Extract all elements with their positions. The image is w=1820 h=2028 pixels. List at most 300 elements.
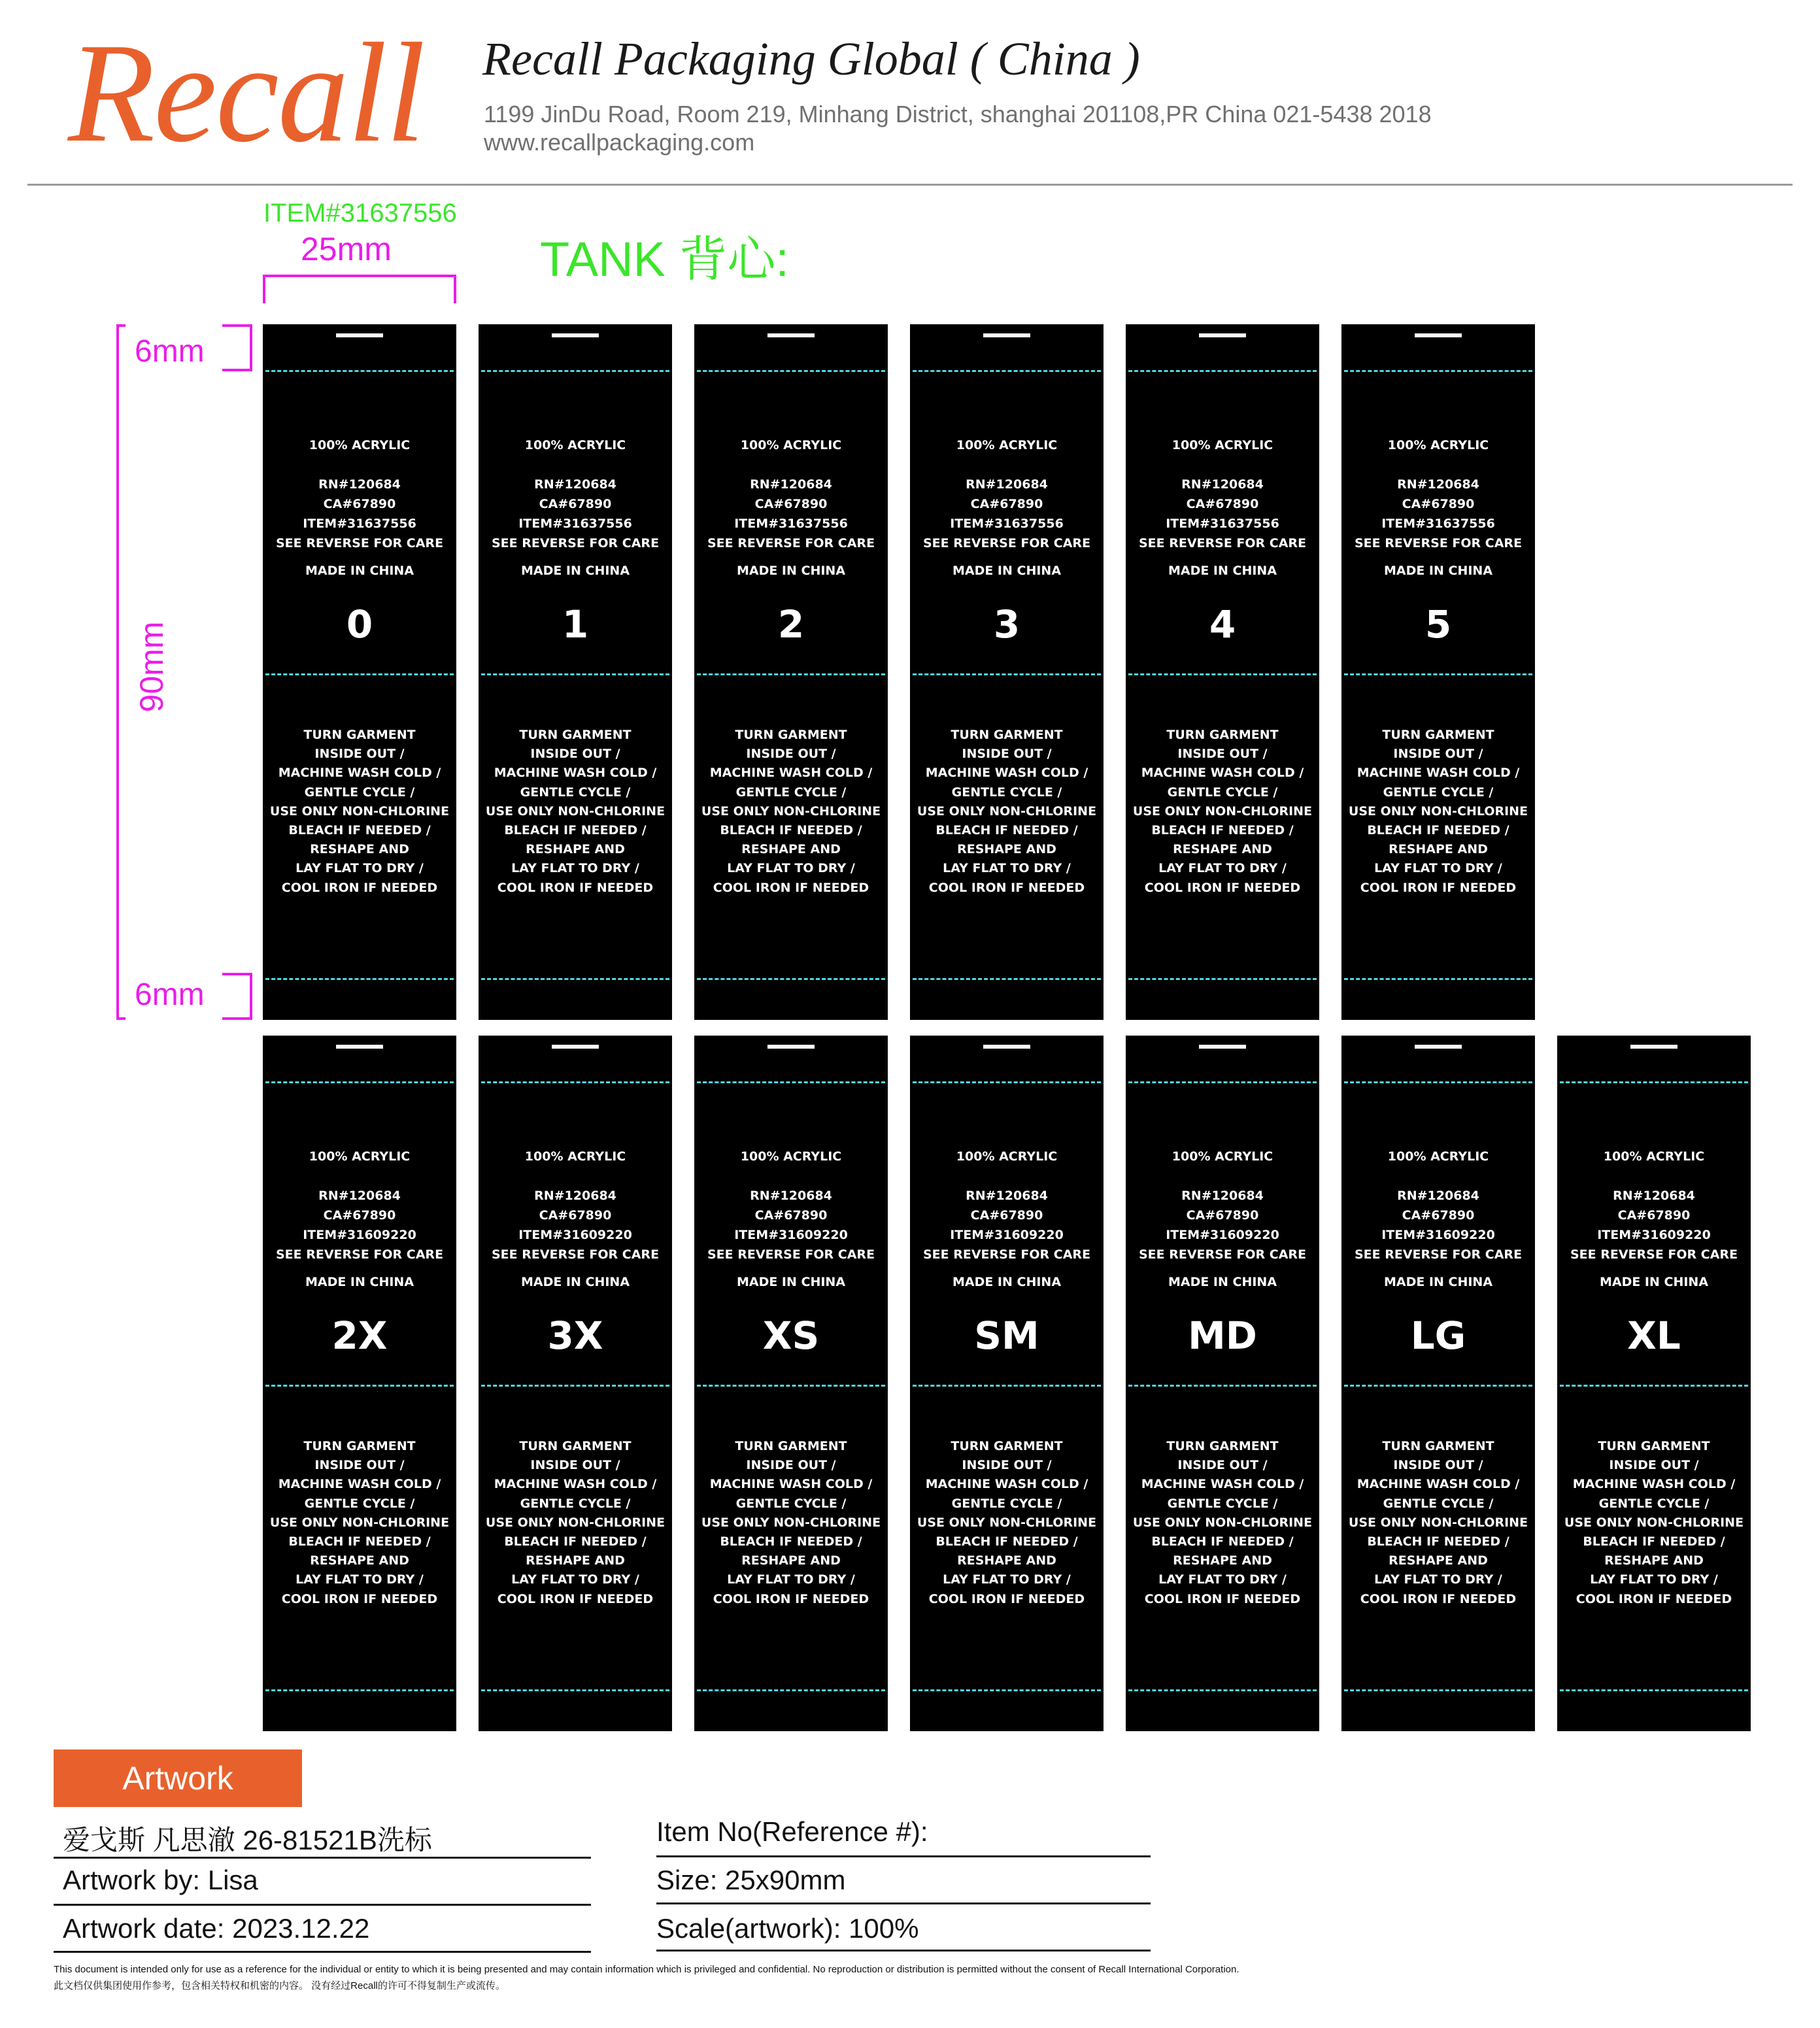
bottom-margin-bracket [222,973,252,1020]
care-line: COOL IRON IF NEEDED [1144,880,1301,895]
care-line: USE ONLY NON-CHLORINE [701,1515,881,1530]
fold-line [1560,1385,1748,1387]
fold-line [913,978,1101,980]
care-line: LAY FLAT TO DRY / [943,1572,1071,1587]
fiber-content: 100% ACRYLIC [309,1149,411,1164]
country-of-origin: MADE IN CHINA [1599,1275,1709,1289]
footer-rule [656,1902,1151,1904]
care-line: TURN GARMENT [1598,1439,1710,1453]
artwork-badge: Artwork [54,1749,302,1807]
fold-line [1128,978,1317,980]
item-number: ITEM#31609220 [950,1228,1064,1242]
size-mark: 1 [562,602,589,647]
care-label [910,324,1104,1020]
fiber-content: 100% ACRYLIC [740,438,842,452]
identification-block [910,1186,1104,1264]
fold-line [913,1689,1101,1691]
fold-line [481,1385,669,1387]
fold-line [1344,1689,1532,1691]
country-of-origin: MADE IN CHINA [520,1275,630,1289]
see-reverse: SEE REVERSE FOR CARE [1354,536,1523,550]
size-mark: XL [1627,1313,1681,1358]
item-number: ITEM#31609220 [518,1228,632,1242]
care-line: RESHAPE AND [1389,842,1488,857]
identification-block [1341,475,1535,553]
item-number: ITEM#31637556 [1381,516,1495,531]
care-line: LAY FLAT TO DRY / [1374,1572,1502,1587]
care-instructions [479,1437,672,1609]
item-number: ITEM#31609220 [1597,1228,1711,1242]
care-line: GENTLE CYCLE / [1383,785,1494,800]
fold-line [913,1081,1101,1083]
care-instructions [263,726,456,898]
care-line: LAY FLAT TO DRY / [943,861,1071,876]
see-reverse: SEE REVERSE FOR CARE [922,536,1091,550]
fold-line [1344,978,1532,980]
size-mark: 2X [331,1313,388,1358]
care-line: RESHAPE AND [1604,1553,1704,1568]
fold-line [1560,1081,1748,1083]
care-line: MACHINE WASH COLD / [1572,1477,1736,1492]
care-label [1557,1036,1751,1731]
fold-line [697,1385,885,1387]
care-instructions [1557,1437,1751,1609]
fold-line [1344,673,1532,675]
ca-number: CA#67890 [754,1208,828,1223]
ca-number: CA#67890 [970,497,1043,511]
care-line: USE ONLY NON-CHLORINE [1348,1515,1528,1530]
size-mark: 2 [777,602,805,647]
care-line: GENTLE CYCLE / [951,1496,1062,1511]
see-reverse: SEE REVERSE FOR CARE [491,536,660,550]
care-line: COOL IRON IF NEEDED [713,1591,869,1606]
care-label [479,324,672,1020]
hang-hole [767,1045,815,1049]
care-label [910,1036,1104,1731]
rn-number: RN#120684 [1181,1189,1264,1203]
care-instructions [694,1437,888,1609]
care-line: USE ONLY NON-CHLORINE [485,1515,666,1530]
artwork-date: Artwork date: 2023.12.22 [63,1913,370,1944]
care-line: MACHINE WASH COLD / [1357,1477,1520,1492]
fold-line [265,1385,454,1387]
care-line: RESHAPE AND [1173,1553,1272,1568]
width-dimension: 25mm [301,231,392,267]
care-line: TURN GARMENT [519,728,632,742]
size-mark: 0 [346,602,373,647]
care-instructions [1341,726,1535,898]
size-mark: 3 [993,602,1020,647]
size-mark: XS [762,1313,820,1358]
care-line: INSIDE OUT / [314,1458,405,1473]
product-heading: TANK 背心: [540,232,789,286]
care-line: USE ONLY NON-CHLORINE [917,803,1097,819]
care-line: BLEACH IF NEEDED / [288,822,431,837]
care-line: MACHINE WASH COLD / [278,1477,441,1492]
fold-line [697,673,885,675]
rn-number: RN#120684 [534,1189,616,1203]
care-line: INSIDE OUT / [1177,1458,1268,1473]
fold-line [697,370,885,372]
hang-hole [1199,1045,1246,1049]
hang-hole [1415,1045,1462,1049]
fold-line [1128,370,1317,372]
rn-number: RN#120684 [750,1189,832,1203]
rn-number: RN#120684 [1397,477,1479,492]
country-of-origin: MADE IN CHINA [1168,1275,1277,1289]
see-reverse: SEE REVERSE FOR CARE [275,536,444,550]
hang-hole [1199,333,1246,337]
care-line: MACHINE WASH COLD / [494,766,657,781]
care-line: USE ONLY NON-CHLORINE [917,1515,1097,1530]
ca-number: CA#67890 [539,497,612,511]
ca-number: CA#67890 [323,497,396,511]
care-instructions [1126,726,1319,898]
footer-rule [54,1951,591,1953]
country-of-origin: MADE IN CHINA [736,1275,846,1289]
ca-number: CA#67890 [1402,1208,1475,1223]
care-line: BLEACH IF NEEDED / [504,822,647,837]
item-number: ITEM#31609220 [1166,1228,1279,1242]
care-line: TURN GARMENT [735,1439,847,1453]
care-label [263,324,456,1020]
care-line: MACHINE WASH COLD / [1141,766,1304,781]
rn-number: RN#120684 [1397,1189,1479,1203]
company-website[interactable]: www.recallpackaging.com [484,129,755,156]
care-line: MACHINE WASH COLD / [278,766,441,781]
fold-line [697,1081,885,1083]
care-instructions [694,726,888,898]
country-of-origin: MADE IN CHINA [1383,564,1493,578]
fold-line [697,978,885,980]
care-line: INSIDE OUT / [314,747,405,762]
fiber-content: 100% ACRYLIC [1171,438,1273,452]
rn-number: RN#120684 [966,477,1048,492]
care-line: COOL IRON IF NEEDED [928,880,1085,895]
care-line: INSIDE OUT / [962,1458,1052,1473]
artwork-by: Artwork by: Lisa [63,1865,258,1895]
see-reverse: SEE REVERSE FOR CARE [1138,536,1307,550]
fold-line [481,673,669,675]
care-line: INSIDE OUT / [746,747,836,762]
country-of-origin: MADE IN CHINA [736,564,846,578]
rn-number: RN#120684 [318,1189,401,1203]
identification-block [694,1186,888,1264]
care-line: COOL IRON IF NEEDED [928,1591,1085,1606]
size-mark: 3X [547,1313,603,1358]
see-reverse: SEE REVERSE FOR CARE [1138,1247,1307,1262]
label-size: Size: 25x90mm [656,1865,846,1895]
see-reverse: SEE REVERSE FOR CARE [707,536,875,550]
care-line: LAY FLAT TO DRY / [1374,861,1502,876]
item-number: ITEM#31637556 [303,516,416,531]
fiber-content: 100% ACRYLIC [309,438,411,452]
item-number: Item No(Reference #): [656,1816,928,1847]
care-instructions [1341,1437,1535,1609]
identification-block [1557,1186,1751,1264]
care-line: USE ONLY NON-CHLORINE [269,1515,450,1530]
fold-line [265,370,454,372]
item-number: ITEM#31609220 [734,1228,848,1242]
care-line: GENTLE CYCLE / [520,1496,631,1511]
country-of-origin: MADE IN CHINA [952,1275,1062,1289]
care-line: RESHAPE AND [310,1553,409,1568]
see-reverse: SEE REVERSE FOR CARE [275,1247,444,1262]
care-line: RESHAPE AND [957,842,1056,857]
care-line: GENTLE CYCLE / [951,785,1062,800]
care-line: USE ONLY NON-CHLORINE [1348,803,1528,819]
disclaimer-chinese: 此文档仅供集团使用作参考，包含相关特权和机密的内容。 没有经过Recall的许可不得复制生产或流传。 [54,1980,505,1991]
footer-rule [656,1855,1151,1857]
care-line: COOL IRON IF NEEDED [281,1591,438,1606]
care-line: LAY FLAT TO DRY / [727,1572,855,1587]
care-line: TURN GARMENT [303,728,416,742]
item-code-annotation: ITEM#31637556 [263,199,457,228]
fiber-content: 100% ACRYLIC [740,1149,842,1164]
care-line: LAY FLAT TO DRY / [511,1572,639,1587]
identification-block [263,1186,456,1264]
care-line: GENTLE CYCLE / [1167,785,1278,800]
fold-line [265,673,454,675]
care-line: GENTLE CYCLE / [304,1496,415,1511]
width-bracket [263,275,456,303]
care-line: BLEACH IF NEEDED / [1367,1534,1509,1549]
artwork-scale: Scale(artwork): 100% [656,1913,919,1944]
size-mark: 4 [1209,602,1236,647]
fold-line [1128,1689,1317,1691]
care-line: COOL IRON IF NEEDED [1360,880,1517,895]
care-line: BLEACH IF NEEDED / [720,1534,862,1549]
care-line: TURN GARMENT [735,728,847,742]
care-label [1341,1036,1535,1731]
care-line: TURN GARMENT [1166,1439,1279,1453]
identification-block [479,1186,672,1264]
top-margin-dimension: 6mm [135,334,205,369]
bottom-margin-dimension: 6mm [135,977,205,1012]
height-dimension: 90mm [133,621,170,713]
care-line: MACHINE WASH COLD / [1141,1477,1304,1492]
country-of-origin: MADE IN CHINA [1168,564,1277,578]
care-line: USE ONLY NON-CHLORINE [1132,803,1313,819]
identification-block [694,475,888,553]
hang-hole [1630,1045,1677,1049]
item-number: ITEM#31637556 [734,516,848,531]
footer-rule [656,1950,1151,1952]
fold-line [913,673,1101,675]
fiber-content: 100% ACRYLIC [1171,1149,1273,1164]
identification-block [263,475,456,553]
care-line: INSIDE OUT / [530,747,620,762]
care-line: INSIDE OUT / [962,747,1052,762]
care-label [1126,324,1319,1020]
care-line: TURN GARMENT [1382,1439,1494,1453]
care-line: TURN GARMENT [951,728,1063,742]
care-line: BLEACH IF NEEDED / [935,1534,1078,1549]
care-line: RESHAPE AND [526,1553,625,1568]
care-label [694,324,888,1020]
care-line: RESHAPE AND [1173,842,1272,857]
care-line: TURN GARMENT [1166,728,1279,742]
company-address: 1199 JinDu Road, Room 219, Minhang District, shanghai 201108,PR China 021-5438 2018 [484,101,1432,127]
care-line: GENTLE CYCLE / [1167,1496,1278,1511]
rn-number: RN#120684 [318,477,401,492]
care-line: BLEACH IF NEEDED / [1583,1534,1725,1549]
care-line: BLEACH IF NEEDED / [1151,822,1294,837]
fiber-content: 100% ACRYLIC [1387,1149,1489,1164]
fold-line [1128,673,1317,675]
recall-logo: Recall [68,14,424,172]
care-line: INSIDE OUT / [530,1458,620,1473]
care-line: GENTLE CYCLE / [1383,1496,1494,1511]
care-line: LAY FLAT TO DRY / [1158,1572,1287,1587]
care-line: INSIDE OUT / [1393,747,1483,762]
care-label [694,1036,888,1731]
fold-line [1560,1689,1748,1691]
care-line: TURN GARMENT [519,1439,632,1453]
fold-line [1344,1081,1532,1083]
height-bracket [116,324,126,1020]
care-line: RESHAPE AND [1389,1553,1488,1568]
care-line: COOL IRON IF NEEDED [1360,1591,1517,1606]
fiber-content: 100% ACRYLIC [1603,1149,1705,1164]
top-margin-bracket [222,324,252,371]
fold-line [265,1081,454,1083]
care-line: USE ONLY NON-CHLORINE [485,803,666,819]
hang-hole [1415,333,1462,337]
ca-number: CA#67890 [970,1208,1043,1223]
fold-line [1344,370,1532,372]
care-line: GENTLE CYCLE / [1598,1496,1710,1511]
care-line: COOL IRON IF NEEDED [1144,1591,1301,1606]
care-line: BLEACH IF NEEDED / [504,1534,647,1549]
country-of-origin: MADE IN CHINA [952,564,1062,578]
care-instructions [910,726,1104,898]
care-line: MACHINE WASH COLD / [1357,766,1520,781]
company-name: Recall Packaging Global ( China ) [482,33,1140,85]
care-line: MACHINE WASH COLD / [925,1477,1088,1492]
care-line: LAY FLAT TO DRY / [727,861,855,876]
fold-line [1128,1385,1317,1387]
fiber-content: 100% ACRYLIC [1387,438,1489,452]
care-instructions [1126,1437,1319,1609]
fold-line [913,1385,1101,1387]
see-reverse: SEE REVERSE FOR CARE [922,1247,1091,1262]
identification-block [1126,1186,1319,1264]
care-label [1341,324,1535,1020]
care-line: RESHAPE AND [526,842,625,857]
ca-number: CA#67890 [1186,1208,1259,1223]
ca-number: CA#67890 [1402,497,1475,511]
rn-number: RN#120684 [1613,1189,1695,1203]
fiber-content: 100% ACRYLIC [524,1149,626,1164]
artwork-title: 爱戈斯 凡思澈 26-81521B洗标 [63,1825,432,1855]
header-divider [27,184,1793,186]
care-line: GENTLE CYCLE / [735,1496,847,1511]
see-reverse: SEE REVERSE FOR CARE [1570,1247,1738,1262]
fold-line [481,978,669,980]
ca-number: CA#67890 [323,1208,396,1223]
care-line: LAY FLAT TO DRY / [1158,861,1287,876]
disclaimer-english: This document is intended only for use as a reference for the individual or entity to which it is being presented and may contain information which is privileged and confidential. No reproduction or distribution is permitted without the consent of Recall International Corporation. [54,1964,1239,1975]
care-line: COOL IRON IF NEEDED [497,880,654,895]
care-line: RESHAPE AND [741,842,841,857]
ca-number: CA#67890 [1617,1208,1691,1223]
care-line: TURN GARMENT [303,1439,416,1453]
identification-block [1126,475,1319,553]
care-line: MACHINE WASH COLD / [494,1477,657,1492]
care-line: INSIDE OUT / [1609,1458,1699,1473]
fold-line [1128,1081,1317,1083]
rn-number: RN#120684 [966,1189,1048,1203]
fold-line [481,370,669,372]
care-line: BLEACH IF NEEDED / [720,822,862,837]
item-number: ITEM#31637556 [518,516,632,531]
item-number: ITEM#31609220 [303,1228,416,1242]
fold-line [481,1689,669,1691]
care-line: COOL IRON IF NEEDED [497,1591,654,1606]
fiber-content: 100% ACRYLIC [524,438,626,452]
care-line: INSIDE OUT / [746,1458,836,1473]
hang-hole [983,333,1030,337]
care-line: USE ONLY NON-CHLORINE [1564,1515,1744,1530]
care-line: LAY FLAT TO DRY / [295,1572,424,1587]
care-line: TURN GARMENT [951,1439,1063,1453]
hang-hole [336,333,383,337]
rn-number: RN#120684 [1181,477,1264,492]
care-instructions [479,726,672,898]
care-line: USE ONLY NON-CHLORINE [1132,1515,1313,1530]
care-instructions [263,1437,456,1609]
care-line: GENTLE CYCLE / [304,785,415,800]
hang-hole [552,1045,599,1049]
care-line: COOL IRON IF NEEDED [713,880,869,895]
care-line: MACHINE WASH COLD / [925,766,1088,781]
care-label [479,1036,672,1731]
fiber-content: 100% ACRYLIC [956,438,1058,452]
care-line: GENTLE CYCLE / [520,785,631,800]
size-mark: SM [974,1313,1039,1358]
care-line: RESHAPE AND [741,1553,841,1568]
care-label [263,1036,456,1731]
fiber-content: 100% ACRYLIC [956,1149,1058,1164]
care-line: BLEACH IF NEEDED / [288,1534,431,1549]
hang-hole [336,1045,383,1049]
care-line: BLEACH IF NEEDED / [1367,822,1509,837]
care-label [1126,1036,1319,1731]
care-line: LAY FLAT TO DRY / [511,861,639,876]
care-line: MACHINE WASH COLD / [709,766,873,781]
item-number: ITEM#31637556 [1166,516,1279,531]
care-line: RESHAPE AND [957,1553,1056,1568]
country-of-origin: MADE IN CHINA [520,564,630,578]
care-instructions [910,1437,1104,1609]
size-mark: LG [1410,1313,1466,1358]
fold-line [265,1689,454,1691]
hang-hole [983,1045,1030,1049]
hang-hole [552,333,599,337]
country-of-origin: MADE IN CHINA [1383,1275,1493,1289]
care-line: COOL IRON IF NEEDED [281,880,438,895]
country-of-origin: MADE IN CHINA [305,564,414,578]
identification-block [910,475,1104,553]
care-line: TURN GARMENT [1382,728,1494,742]
care-line: RESHAPE AND [310,842,409,857]
country-of-origin: MADE IN CHINA [305,1275,414,1289]
footer-rule [54,1857,591,1859]
ca-number: CA#67890 [1186,497,1259,511]
footer-rule [54,1904,591,1906]
fold-line [913,370,1101,372]
